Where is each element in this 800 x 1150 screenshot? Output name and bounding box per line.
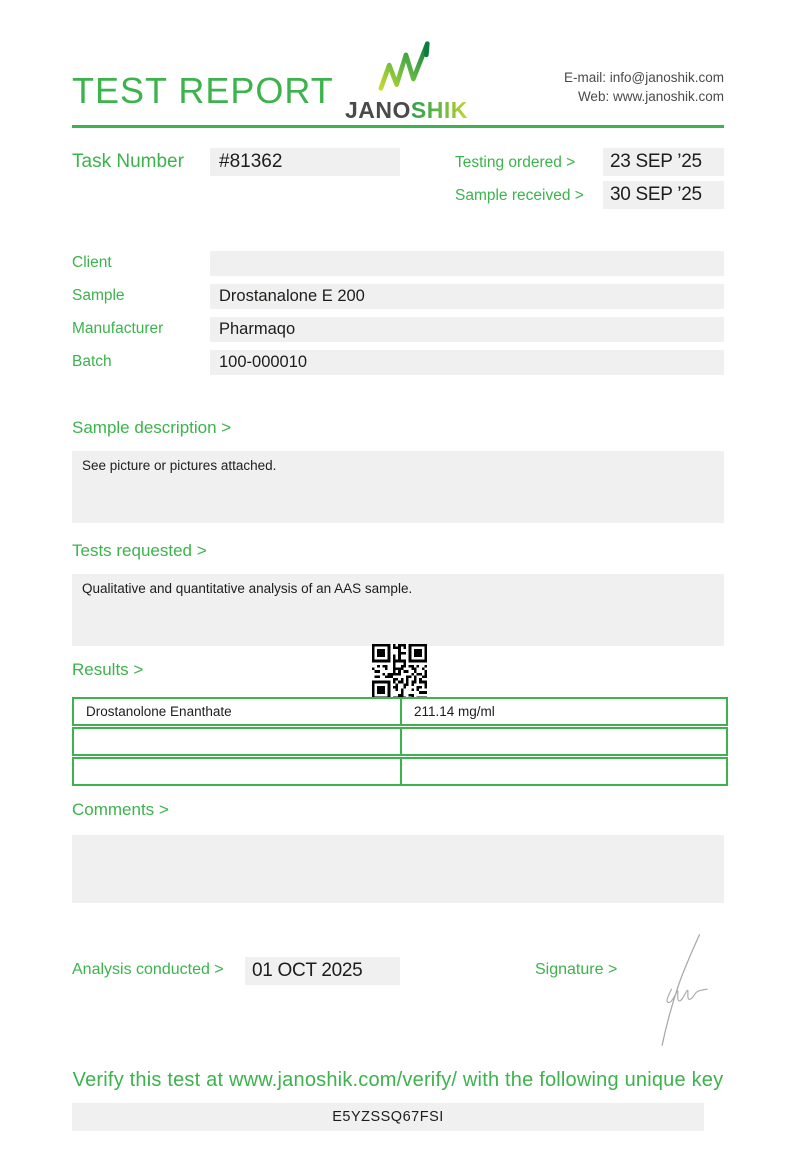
sample-description-text: See picture or pictures attached. [82,458,277,473]
sample-label: Sample [72,287,125,304]
tests-requested-label: Tests requested > [72,541,207,560]
results-label: Results > [72,660,144,679]
result-analyte-cell [72,697,402,726]
result-value-cell [400,757,728,786]
contact-block [564,68,724,106]
qr-code [372,644,427,699]
manufacturer-label: Manufacturer [72,320,164,337]
result-value: 211.14 mg/ml [414,704,495,719]
email-line: E-mail: info@janoshik.com [563,70,724,85]
testing-ordered-date: 23 SEP ’25 [610,151,702,172]
result-value-cell [400,697,728,726]
header-divider [72,125,724,128]
tests-requested-text: Qualitative and quantitative analysis of an AAS sample. [82,581,413,596]
result-analyte: Drostanolone Enanthate [86,704,232,719]
result-value-cell [400,727,728,756]
comments-label: Comments > [72,800,169,819]
sample-received-label: Sample received > [455,187,584,204]
signature-image [645,915,715,1065]
analysis-conducted-label: Analysis conducted > [72,961,224,978]
analysis-date: 01 OCT 2025 [252,960,363,981]
result-analyte-cell [72,727,402,756]
testing-ordered-label: Testing ordered > [455,154,576,171]
sample-description-label: Sample description > [72,418,232,437]
client-label: Client [72,254,112,271]
sample-received-date: 30 SEP ’25 [610,184,702,205]
logo [345,40,468,124]
batch-field [210,350,724,375]
verify-text: Verify this test at www.janoshik.com/verify/ with the following unique key [72,1069,724,1091]
logo-text-dark: JANO [345,97,411,123]
sample-received-field [603,181,724,209]
signature-label: Signature > [535,961,618,978]
result-analyte-cell [72,757,402,786]
verify-key: E5YZSSQ67FSI [332,1109,444,1125]
batch-value: 100-000010 [219,353,308,371]
growth-chart-icon [374,40,436,92]
page-title: TEST REPORT [72,70,334,111]
tests-requested-box [72,574,724,646]
manufacturer-field [210,317,724,342]
web-line: Web: www.janoshik.com [577,89,724,104]
batch-label: Batch [72,353,112,370]
manufacturer-value: Pharmaqo [219,320,296,338]
task-number-value: #81362 [219,151,283,172]
comments-box [72,835,724,903]
client-field [210,251,724,276]
sample-description-box [72,451,724,523]
verify-key-box [72,1103,704,1131]
sample-value: Drostanalone E 200 [219,287,365,305]
analysis-date-field [245,957,400,985]
testing-ordered-field [603,148,724,176]
logo-wordmark [345,97,468,124]
sample-field [210,284,724,309]
task-number-field [210,148,400,176]
task-number-label: Task Number [72,151,184,172]
logo-text-green: SHIK [410,97,468,123]
